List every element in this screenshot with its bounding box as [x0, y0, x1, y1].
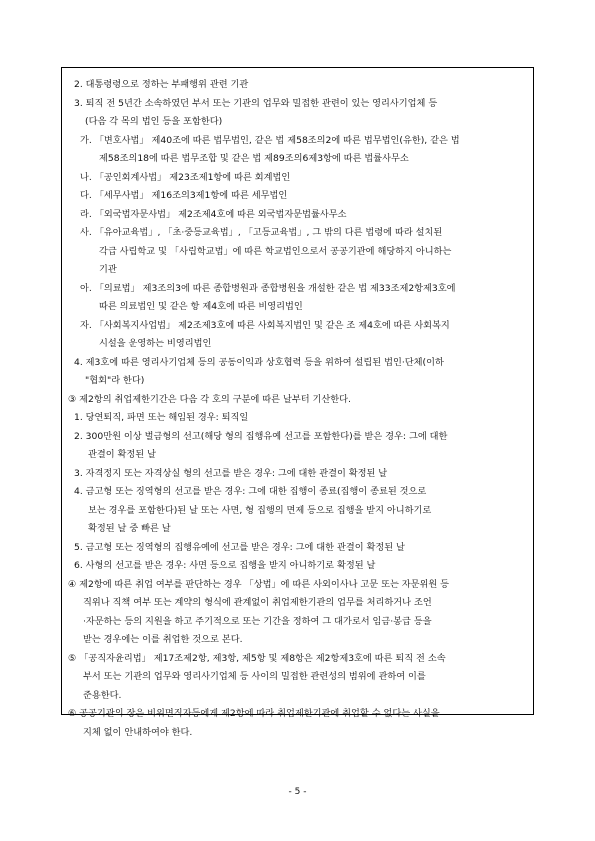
- text-line: 제58조의18에 따른 법무조합 및 같은 법 제89조의6제3항에 따른 법률사무소: [99, 153, 409, 164]
- text-line: ⑥ 공공기관의 장은 비위면직자등에게 제2항에 따라 취업제한기관에 취업할 수 없다는 사실을: [68, 708, 440, 719]
- text-line: 다. 「세무사법」 제16조의3제1항에 따른 세무법인: [80, 190, 288, 201]
- text-line: 기관: [99, 264, 117, 275]
- text-line: 가. 「변호사법」 제40조에 따른 법무법인, 같은 법 제58조의2에 따른 법무법인(유한), 같은 법: [80, 135, 460, 146]
- text-line: "협회"라 한다): [85, 375, 145, 386]
- text-line: 부서 또는 기관의 업무와 영리사기업체 등 사이의 밀접한 관련성의 범위에 관하여 이를: [83, 671, 426, 682]
- text-line: ③ 제2항의 취업제한기간은 다음 각 호의 구분에 따른 날부터 기산한다.: [68, 394, 351, 405]
- text-line: 2. 300만원 이상 벌금형의 선고(해당 형의 집행유예 선고를 포함한다)를 받은 경우: 그에 대한: [74, 431, 448, 442]
- text-line: 2. 대통령령으로 정하는 부패행위 관련 기관: [74, 79, 249, 90]
- text-line: 관결이 확정된 날: [88, 449, 156, 460]
- text-line: 아. 「의료법」 제3조의3에 따른 종합병원과 종합병원을 개설한 같은 법 제33조제2항제3호에: [80, 283, 456, 294]
- text-line: 나. 「공인회계사법」 제23조제1항에 따른 회계법인: [80, 172, 291, 183]
- text-line: 따른 의료법인 및 같은 항 제4호에 따른 비영리법인: [99, 301, 303, 312]
- text-line: 6. 사형의 선고를 받은 경우: 사면 등으로 집행을 받지 아니하기로 확정된 날: [74, 560, 376, 571]
- text-line: 지체 없이 안내하여야 한다.: [83, 727, 193, 738]
- text-line: 보는 경우를 포함한다)된 날 또는 사면, 형 집행의 면제 등으로 집행을 받지 아니하기로: [88, 505, 432, 516]
- page-number: - 5 -: [288, 787, 307, 797]
- text-line: 4. 금고형 또는 징역형의 선고를 받은 경우: 그에 대한 집행이 종료(집행이 종료된 것으로: [74, 486, 427, 497]
- text-line: 3. 자격정지 또는 자격상실 형의 선고를 받은 경우: 그에 대한 관결이 확정된 날: [74, 468, 388, 479]
- text-line: 라. 「외국법자문사법」 제2조제4호에 따른 외국법자문법률사무소: [80, 209, 347, 220]
- text-line: 받는 경우에는 이를 취업한 것으로 본다.: [83, 634, 243, 645]
- text-line: ⑤ 「공직자윤리법」 제17조제2항, 제3항, 제5항 및 제8항은 제2항제3호에 따른 퇴직 전 소속: [68, 653, 446, 664]
- text-line: 각급 사립학교 및 「사립학교법」에 따른 학교법인으로서 공공기관에 해당하지 아니하는: [99, 246, 452, 257]
- text-line: 확정된 날 중 빠른 날: [88, 523, 171, 534]
- text-line: 5. 금고형 또는 징역형의 집행유예에 선고를 받은 경우: 그에 대한 관결이 확정된 날: [74, 542, 405, 553]
- text-line: ④ 제2항에 따른 취업 여부를 판단하는 경우 「상법」에 따른 사외이사나 고문 또는 자문위원 등: [68, 579, 450, 590]
- text-line: 사. 「유아교육법」, 「초·중등교육법」, 「고등교육법」, 그 밖의 다른 법령에 따라 설치된: [80, 227, 443, 238]
- text-line: 준용한다.: [83, 690, 122, 701]
- text-line: (다음 각 목의 법인 등을 포함한다): [85, 116, 223, 127]
- text-line: 직위나 직책 여부 또는 계약의 형식에 관계없이 취업제한기관의 업무를 처리하거나 조언: [83, 597, 432, 608]
- text-line: ·자문하는 등의 지원을 하고 주기적으로 또는 기간을 정하여 그 대가로서 임금·봉급 등을: [83, 616, 432, 627]
- text-line: 1. 당연퇴직, 파면 또는 해임된 경우: 퇴직일: [74, 412, 249, 423]
- text-line: 시설을 운영하는 비영리법인: [99, 338, 212, 349]
- text-line: 자. 「사회복지사업법」 제2조제3호에 따른 사회복지법인 및 같은 조 제4호에 따른 사회복지: [80, 320, 450, 331]
- text-line: 3. 퇴직 전 5년간 소속하였던 부서 또는 기관의 업무와 밀접한 관련이 있는 영리사기업체 등: [74, 98, 438, 109]
- text-line: 4. 제3호에 따른 영리사기업체 등의 공동이익과 상호협력 등을 위하여 설립된 법인·단체(이하: [74, 357, 444, 368]
